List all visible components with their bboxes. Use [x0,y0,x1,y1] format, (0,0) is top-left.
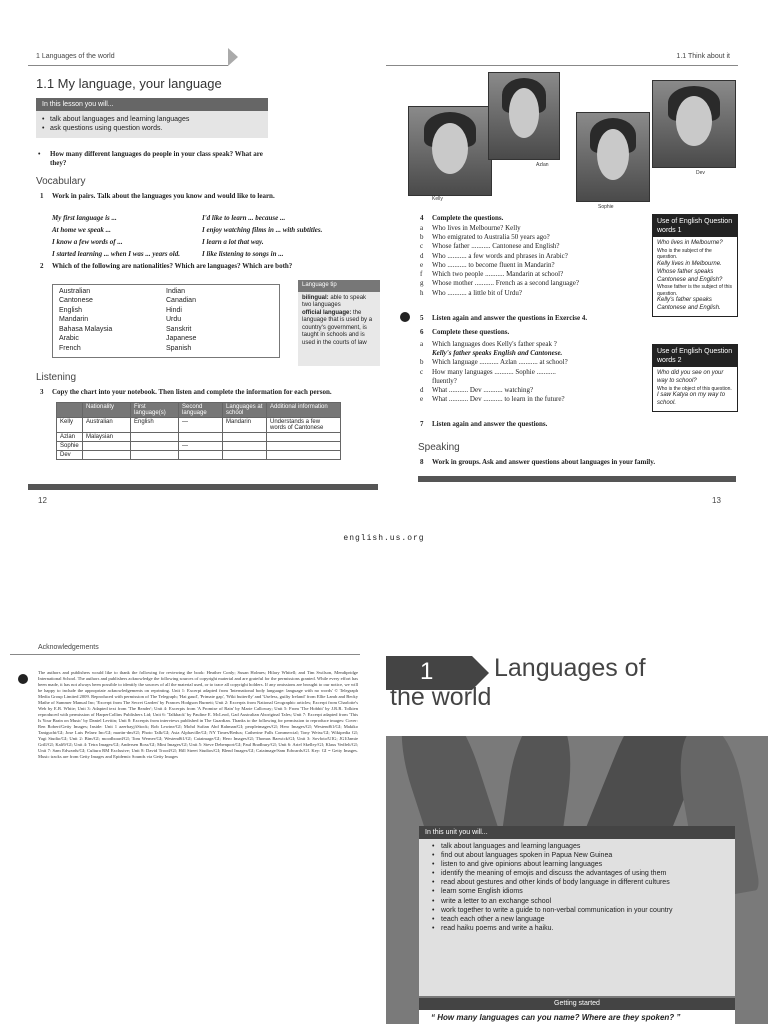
caption: Kelly [432,196,443,202]
unit-objectives-box [419,826,735,996]
right-page [386,44,744,516]
tip-definition: able to speak two languages [302,294,367,308]
exercise-4: 4 Complete the questions. [420,214,504,222]
lesson-box [36,98,268,138]
photo-dev [652,80,736,168]
open-quote-icon: “ [431,1013,438,1022]
box-line: Kelly lives in Melbourne. [657,260,722,267]
list-item: • read haiku poems and write a haiku. [441,924,727,933]
page-bottom-rule [418,476,736,482]
headphones-icon [400,312,410,322]
list-item: d What ........... Dev ........... watching? [420,386,534,395]
chart-cell: Mandarin [223,418,267,433]
box-line: Who lives in Melbourne? [657,240,723,247]
getting-started-quote: “ How many languages can you name? Where are they spoken? ” [419,1010,735,1024]
chart-cell: — [179,442,223,451]
listening-chart [56,402,341,460]
photo-azlan [488,72,560,160]
chart-cell: Australian [83,418,131,433]
phrase: I started learning ... when I was ... years old. [52,250,180,258]
list-item: Kelly's father speaks English and Cantonese. [432,349,563,358]
box-line: Whose father speaks Cantonese and English? [657,268,723,283]
list-item: g Whose mother ........... French as a second language? [420,279,579,288]
list-item: • identify the meaning of emojis and discuss the advantages of using them [441,869,727,878]
unit-number: 1 [386,656,472,690]
chart-header: Nationality [83,403,131,418]
chart-cell: English [131,418,179,433]
word: Canadian [166,297,196,305]
chart-cell: Azlan [57,433,83,442]
caption: Sophie [598,204,614,210]
list-item: fluently? [432,376,457,385]
box-line: Who did you see on your way to school? [657,370,724,384]
photo-kelly [408,106,492,196]
nationalities-box [52,284,280,358]
word: Mandarin [59,316,89,324]
list-item: e What ........... Dev ........... to learn in the future? [420,395,565,404]
word: Hindi [166,306,182,314]
acknowledgements-text: The authors and publishers would like to thank the following for reviewing the book: Heather Conly; Susan Holmes; Hilary Whitell; and Tim Swilson, Mendipridge International School. The authors and publishers acknowledge the following sources of copyright material and are grateful for the permissions granted. While every effort has been made, it has not always been possible to identify the sources of all the material used, or to trace all copyright holders. If any omissions are brought to our notice, we will be happy to include the appropriate acknowledgements on reprinting. Unit 1: Excerpt adapted from 'International body language: language with no words' © Telegraph Media Group Limited 2009. Reproduced with permission of The Telegraph; 'Hai gaud', 'Primate gap', 'Wiki butterfly' and 'Useless, guilty Ireland' from Ellie Lamb and Becky Mathe of Summer Manual Inc; 'Excerpt from The Secret Garden' by Frances Hodgson Burnett; Unit 2: Excerpts from National Geographic articles; Excerpt from Charlotte's Web by E.B. White; Unit 3: Adapted text from 'The Reader'; Unit 4: Excerpts from 'A Promise of Rain' by Marie Calloway; Unit 5: From 'The Hobbit' by J.R.R. Tolkien reproduced with permission of HarperCollins Publishers Ltd; Unit 6: 'Talkback' by Pauline E. McLeod, Gad Australian Aboriginal Tales; Unit 7: Excerpt adapted from 'This Is Your Brain on Music' by Daniel Levitin; Unit 8: Excerpts from interviews published in The Guardian. Thanks to the following for permission to reproduce images: Cover: Ren Robert/Getty Images; Inside: Unit 1 azerbayj/iStock; Rob Lewine/GI; Mohd Sufian Abd Rahman/GI; peopleimages/GI; Hero Images/GI; Westend61/GI; Makiko Taniguchi/GI; Jose Luis Pelaez Inc/GI; martin-dm/GI; Photo Talk/GI; Asia Alphaville/GI; NY Times/Redux; Catherine Falls Commercial; Tony Weiss/GI; Wikipedia GI; Yagi Studio/GI; Unit 2: Bim/GI; moodboard/GI; Tom Werner/GI; Westend61/GI; Caiaimage/GI; Hero Images/GI; Thomas Barwick/GI; Unit 3: Sovfoto/UIG; JGI/Jamie Grill/GI; Kali9/GI; Unit 4: Tetra Images/GI; Andersen Ross/GI; Mint Images/GI; Unit 5: Steve Debenport/GI; Paul Bradbury/GI; Unit 6: Ariel Skelley/GI; Klaus Vedfelt/GI; Unit 7: Sam Edwards/GI; Cultura RM Exclusive; Unit 8: David Trood/GI; Hill Street Studios/GI; Blend Images/GI; Caiaimage/Sam Edwards/GI. Key: GI = Getty Images. Music tracks are from Getty Images and Epidemic Sounds via Getty Images [38,670,358,759]
use-of-english-box-1 [652,214,738,317]
list-item: h Who ........... a little bit of Urdu? [420,288,523,297]
chart-header [57,403,83,418]
exercise-6-list [420,340,640,405]
chart-cell [223,442,267,451]
list-item: • listen to and give opinions about learning languages [441,860,727,869]
chart-cell [179,451,223,460]
word: Cantonese [59,297,93,305]
box-line: Kelly's father speaks Cantonese and English. [657,297,721,312]
getting-started-bar: Getting started [419,998,735,1010]
box-heading: Use of English Question words 2 [653,345,737,367]
exercise-6: 6 Complete these questions. [420,328,510,336]
listening-heading: Listening [36,372,77,383]
list-item: a Which languages does Kelly's father speak ? [420,340,557,348]
unit-title: Languages of the world [390,654,646,711]
photo-sophie [576,112,650,202]
chart-cell [83,451,131,460]
close-quote-icon: ” [674,1013,681,1022]
chart-header: First language(s) [131,403,179,418]
tip-definition: the language that is used by a country's government, is taught in schools and is used in the courts of law [302,309,373,346]
word: Australian [59,288,91,295]
phrase: At home we speak ... [52,226,111,234]
chart-cell [223,433,267,442]
chart-cell [267,433,341,442]
phrase: My first language is ... [52,214,117,222]
exercise-8: 8 Work in groups. Ask and answer questions about languages in your family. [420,458,656,466]
list-item: d Who ........... a few words and phrases in Arabic? [420,251,568,260]
acknowledgements-page [0,636,384,1024]
running-head-arrow-icon [228,48,238,66]
lesson-box-item: • ask questions using question words. [50,125,262,132]
chart-header: Additional information [267,403,341,418]
list-item: • find out about languages spoken in Papua New Guinea [441,851,727,860]
box-line: I saw Katya on my way to school. [657,392,726,407]
list-item: f Which two people ........... Mandarin at school? [420,270,564,279]
list-item: • talk about languages and learning languages [441,842,727,851]
table-row [57,433,341,442]
textbook-spread [0,44,768,516]
unit-box-heading: In this unit you will... [419,826,735,839]
phrase: I like listening to songs in ... [202,250,284,258]
exercise-5: 5 Listen again and answer the questions in Exercise 4. [420,314,588,322]
list-item: • read about gestures and other kinds of body language in different cultures [441,878,727,887]
page-bottom-rule [28,484,378,490]
phrase: I know a few words of ... [52,238,123,246]
chart-cell [179,433,223,442]
phrase: I enjoy watching films in ... with subtitles. [202,226,323,234]
list-item: c How many languages ........... Sophie ........... [420,367,556,376]
list-item: e Who ........... to become fluent in Mandarin? [420,260,555,269]
table-row [57,418,341,433]
speaking-heading: Speaking [418,442,460,453]
unit-opener-page [386,636,768,1024]
list-item: a Who lives in Melbourne? Kelly [420,224,521,232]
chart-cell [131,451,179,460]
chart-cell [223,451,267,460]
running-head-right: 1.1 Think about it [386,48,738,66]
lesson-box-item: • talk about languages and learning languages [50,116,262,123]
word: Bahasa Malaysia [59,325,113,333]
list-item: c Whose father ........... Cantonese and English? [420,242,560,251]
vocabulary-heading: Vocabulary [36,176,86,187]
chart-cell [83,442,131,451]
word: French [59,344,81,352]
headphones-icon [18,674,28,684]
use-of-english-box-2 [652,344,738,412]
exercise-1: 1 Work in pairs. Talk about the languages you know and would like to learn. [40,192,275,200]
word: English [59,306,82,314]
word: Arabic [59,335,79,343]
exercise-2: 2 Which of the following are nationalities? Which are languages? Which are both? [40,262,293,270]
tip-heading: Language tip [298,280,380,292]
table-row [57,451,341,460]
chart-cell [131,433,179,442]
exercise-7: 7 Listen again and answer the questions. [420,420,548,428]
exercise-3: 3 Copy the chart into your notebook. Then listen and complete the information for each person. [40,388,332,396]
chart-header: Second language [179,403,223,418]
footer-url: english.us.org [343,534,425,543]
tip-term: official language: [302,309,352,316]
chart-cell: Dev [57,451,83,460]
table-row [57,442,341,451]
phrase: I learn a lot that way. [202,238,264,246]
chart-cell: Malaysian [83,433,131,442]
chart-cell: Kelly [57,418,83,433]
language-tip-box [298,280,380,366]
word: Urdu [166,316,182,324]
caption: Dev [696,170,705,176]
running-head-left [28,48,228,66]
chart-cell [131,442,179,451]
chart-cell [267,442,341,451]
caption: Azlan [536,162,549,168]
list-item: • work together to write a guide to non-verbal communication in your country [441,906,727,915]
lesson-box-heading: In this lesson you will... [36,98,268,111]
tip-term: bilingual: [302,294,329,301]
list-item: b Who emigrated to Australia 50 years ago? [420,233,550,242]
chart-cell: — [179,418,223,433]
box-line: Who is the object of this question. [657,385,732,392]
left-page [28,44,386,516]
box-line: Whose father is the subject of this question. [657,284,733,297]
box-line: Who is the subject of the question. [657,247,712,261]
chart-cell: Understands a few words of Cantonese [267,418,341,433]
word: Indian [166,288,186,295]
word: Japanese [166,335,197,343]
lesson-title: 1.1 My language, your language [36,76,222,91]
list-item: • learn some English idioms [441,887,727,896]
word: Sanskrit [166,325,192,333]
running-head-text: 1 Languages of the world [36,53,115,60]
chart-cell [267,451,341,460]
page-number: 13 [712,496,721,505]
chart-header: Languages at school [223,403,267,418]
exercise-4-list [420,224,630,298]
list-item: b Which language ........... Azlan ........... at school? [420,358,568,367]
chart-cell: Sophie [57,442,83,451]
word: Spanish [166,344,192,352]
box-heading: Use of English Question words 1 [653,215,737,237]
list-item: • write a letter to an exchange school [441,897,727,906]
phrase-grid [52,214,352,258]
page-number: 12 [38,496,47,505]
intro-question: • How many different languages do people in your class speak? What are they? [38,150,263,168]
phrase: I'd like to learn ... because ... [202,214,286,222]
acknowledgements-heading: Acknowledgements [10,640,360,655]
list-item: • teach each other a new language [441,915,727,924]
